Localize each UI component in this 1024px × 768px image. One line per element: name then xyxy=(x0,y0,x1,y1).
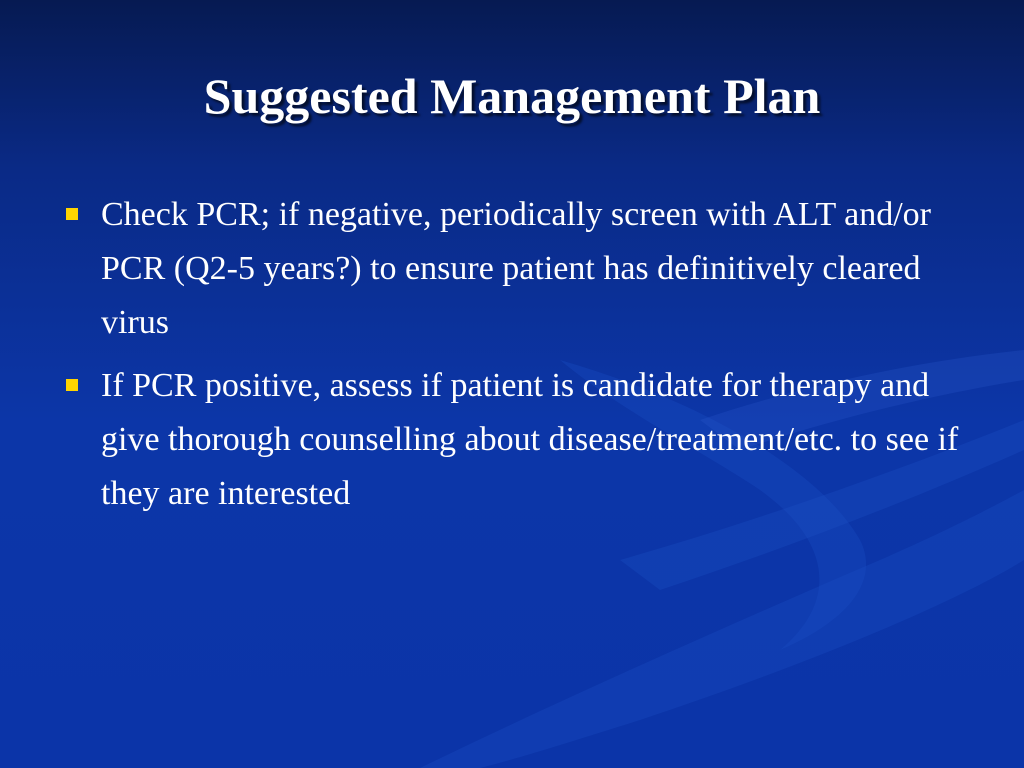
bullet-text: Check PCR; if negative, periodically screen with ALT and/or PCR (Q2-5 years?) to ensure patient has definitively cleared virus xyxy=(101,196,931,341)
square-bullet-icon xyxy=(66,208,78,220)
bullet-item xyxy=(62,188,982,350)
bullet-item xyxy=(62,359,982,521)
square-bullet-icon xyxy=(66,379,78,391)
bullet-text: If PCR positive, assess if patient is candidate for therapy and give thorough counselling about disease/treatment/etc. to see if they are interested xyxy=(101,367,959,512)
bullet-list xyxy=(62,188,982,530)
slide-title: Suggested Management Plan xyxy=(203,68,821,124)
